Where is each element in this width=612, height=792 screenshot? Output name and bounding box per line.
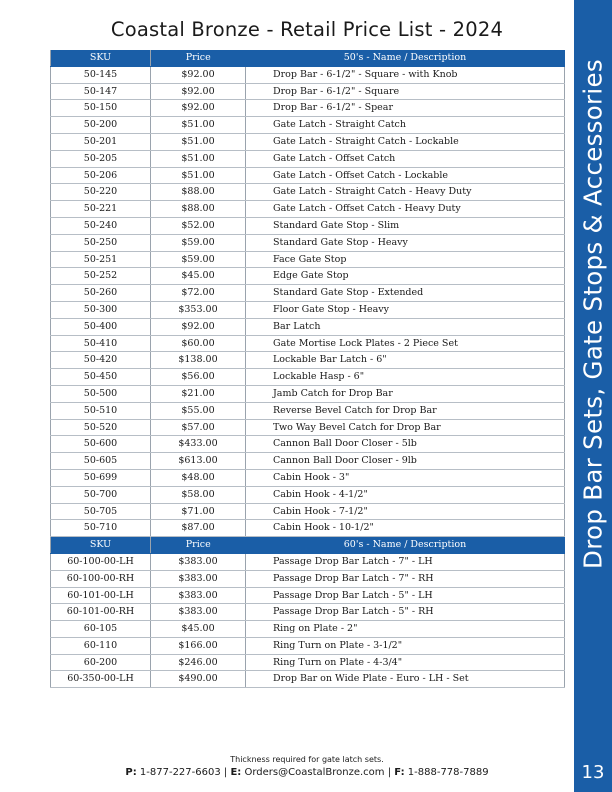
price-cell: $383.00	[151, 604, 246, 621]
table-row	[51, 301, 565, 318]
description-header: 50's - Name / Description	[246, 50, 565, 66]
table-row	[51, 251, 565, 268]
description-cell: Reverse Bevel Catch for Drop Bar	[246, 402, 565, 419]
price-cell: $92.00	[151, 66, 246, 83]
separator: |	[223, 767, 228, 778]
sidebar	[574, 0, 612, 792]
sku-header: SKU	[51, 50, 151, 66]
price-cell: $59.00	[151, 251, 246, 268]
table-row	[51, 553, 565, 570]
table-header-row	[51, 50, 565, 66]
sku-cell: 50-700	[51, 486, 151, 503]
table-row	[51, 402, 565, 419]
sku-cell: 50-520	[51, 419, 151, 436]
sku-header: SKU	[51, 537, 151, 554]
price-cell: $88.00	[151, 201, 246, 218]
sku-cell: 50-221	[51, 201, 151, 218]
price-cell: $51.00	[151, 150, 246, 167]
table-row	[51, 520, 565, 537]
separator: |	[387, 767, 392, 778]
table-row	[51, 436, 565, 453]
sku-cell: 60-105	[51, 621, 151, 638]
phone-number: 1-877-227-6603	[139, 767, 221, 778]
description-cell: Ring Turn on Plate - 4-3/4"	[246, 654, 565, 671]
price-cell: $45.00	[151, 621, 246, 638]
table-row	[51, 100, 565, 117]
table-row	[51, 604, 565, 621]
table-row	[51, 285, 565, 302]
sidebar-title: Drop Bar Sets, Gate Stops & Accessories	[578, 59, 608, 569]
page-number: 13	[581, 762, 605, 783]
sku-cell: 50-450	[51, 369, 151, 386]
sku-cell: 60-101-00-LH	[51, 587, 151, 604]
price-cell: $59.00	[151, 234, 246, 251]
price-cell: $383.00	[151, 587, 246, 604]
description-cell: Passage Drop Bar Latch - 7" - LH	[246, 553, 565, 570]
description-cell: Passage Drop Bar Latch - 5" - RH	[246, 604, 565, 621]
description-cell: Floor Gate Stop - Heavy	[246, 301, 565, 318]
price-cell: $433.00	[151, 436, 246, 453]
description-cell: Drop Bar on Wide Plate - Euro - LH - Set	[246, 671, 565, 688]
description-cell: Gate Latch - Offset Catch - Heavy Duty	[246, 201, 565, 218]
sku-cell: 50-250	[51, 234, 151, 251]
table-row	[51, 570, 565, 587]
table-row	[51, 671, 565, 688]
table-row	[51, 268, 565, 285]
price-cell: $51.00	[151, 117, 246, 134]
price-cell: $92.00	[151, 100, 246, 117]
price-cell: $353.00	[151, 301, 246, 318]
description-cell: Edge Gate Stop	[246, 268, 565, 285]
price-cell: $92.00	[151, 83, 246, 100]
description-cell: Drop Bar - 6-1/2" - Spear	[246, 100, 565, 117]
price-cell: $88.00	[151, 184, 246, 201]
price-table-body	[51, 50, 565, 688]
table-row	[51, 184, 565, 201]
description-cell: Passage Drop Bar Latch - 5" - LH	[246, 587, 565, 604]
table-row	[51, 133, 565, 150]
sku-cell: 50-145	[51, 66, 151, 83]
table-row	[51, 486, 565, 503]
table-row	[51, 453, 565, 470]
description-cell: Lockable Bar Latch - 6"	[246, 352, 565, 369]
price-cell: $45.00	[151, 268, 246, 285]
price-cell: $490.00	[151, 671, 246, 688]
sku-cell: 50-710	[51, 520, 151, 537]
sku-cell: 50-206	[51, 167, 151, 184]
description-cell: Face Gate Stop	[246, 251, 565, 268]
sku-cell: 50-300	[51, 301, 151, 318]
description-cell: Cabin Hook - 10-1/2"	[246, 520, 565, 537]
description-header: 60's - Name / Description	[246, 537, 565, 554]
description-cell: Bar Latch	[246, 318, 565, 335]
description-cell: Standard Gate Stop - Heavy	[246, 234, 565, 251]
table-row	[51, 637, 565, 654]
sku-cell: 60-350-00-LH	[51, 671, 151, 688]
table-row	[51, 66, 565, 83]
table-row	[51, 167, 565, 184]
description-cell: Gate Mortise Lock Plates - 2 Piece Set	[246, 335, 565, 352]
description-cell: Standard Gate Stop - Slim	[246, 217, 565, 234]
sku-cell: 50-500	[51, 385, 151, 402]
price-cell: $71.00	[151, 503, 246, 520]
table-row	[51, 503, 565, 520]
price-cell: $72.00	[151, 285, 246, 302]
price-cell: $52.00	[151, 217, 246, 234]
table-row	[51, 201, 565, 218]
table-row	[51, 83, 565, 100]
description-cell: Gate Latch - Offset Catch	[246, 150, 565, 167]
description-cell: Standard Gate Stop - Extended	[246, 285, 565, 302]
sku-cell: 60-100-00-LH	[51, 553, 151, 570]
price-header: Price	[151, 50, 246, 66]
description-cell: Gate Latch - Straight Catch	[246, 117, 565, 134]
sku-cell: 50-410	[51, 335, 151, 352]
table-header-row	[51, 537, 565, 554]
description-cell: Gate Latch - Offset Catch - Lockable	[246, 167, 565, 184]
table-row	[51, 335, 565, 352]
table-row	[51, 654, 565, 671]
email-label: E:	[230, 767, 242, 778]
sku-cell: 50-600	[51, 436, 151, 453]
sku-cell: 50-605	[51, 453, 151, 470]
price-cell: $21.00	[151, 385, 246, 402]
price-cell: $51.00	[151, 167, 246, 184]
description-cell: Drop Bar - 6-1/2" - Square	[246, 83, 565, 100]
table-row	[51, 385, 565, 402]
sku-cell: 60-110	[51, 637, 151, 654]
sku-cell: 50-201	[51, 133, 151, 150]
table-row	[51, 621, 565, 638]
price-cell: $87.00	[151, 520, 246, 537]
sku-cell: 50-400	[51, 318, 151, 335]
description-cell: Two Way Bevel Catch for Drop Bar	[246, 419, 565, 436]
price-cell: $383.00	[151, 553, 246, 570]
sku-cell: 60-100-00-RH	[51, 570, 151, 587]
table-row	[51, 234, 565, 251]
sku-cell: 50-147	[51, 83, 151, 100]
sku-cell: 50-510	[51, 402, 151, 419]
sku-cell: 60-200	[51, 654, 151, 671]
table-row	[51, 318, 565, 335]
description-cell: Jamb Catch for Drop Bar	[246, 385, 565, 402]
description-cell: Drop Bar - 6-1/2" - Square - with Knob	[246, 66, 565, 83]
sku-cell: 50-150	[51, 100, 151, 117]
sku-cell: 50-260	[51, 285, 151, 302]
price-cell: $51.00	[151, 133, 246, 150]
price-cell: $48.00	[151, 469, 246, 486]
fax-number: 1-888-778-7889	[407, 767, 489, 778]
table-row	[51, 150, 565, 167]
price-cell: $55.00	[151, 402, 246, 419]
table-row	[51, 369, 565, 386]
description-cell: Cabin Hook - 4-1/2"	[246, 486, 565, 503]
phone-label: P:	[125, 767, 137, 778]
description-cell: Cabin Hook - 7-1/2"	[246, 503, 565, 520]
email-address: Orders@CoastalBronze.com	[244, 767, 385, 778]
sku-cell: 50-251	[51, 251, 151, 268]
footer-note: Thickness required for gate latch sets.	[230, 755, 384, 764]
description-cell: Lockable Hasp - 6"	[246, 369, 565, 386]
price-cell: $138.00	[151, 352, 246, 369]
table-row	[51, 587, 565, 604]
fax-label: F:	[394, 767, 405, 778]
price-cell: $58.00	[151, 486, 246, 503]
sku-cell: 50-699	[51, 469, 151, 486]
description-cell: Cannon Ball Door Closer - 9lb	[246, 453, 565, 470]
price-cell: $56.00	[151, 369, 246, 386]
description-cell: Passage Drop Bar Latch - 7" - RH	[246, 570, 565, 587]
price-table	[50, 50, 565, 688]
price-cell: $92.00	[151, 318, 246, 335]
sku-cell: 50-705	[51, 503, 151, 520]
footer-contact	[50, 767, 564, 778]
sku-cell: 60-101-00-RH	[51, 604, 151, 621]
sku-cell: 50-240	[51, 217, 151, 234]
price-cell: $383.00	[151, 570, 246, 587]
price-cell: $246.00	[151, 654, 246, 671]
price-cell: $57.00	[151, 419, 246, 436]
price-cell: $613.00	[151, 453, 246, 470]
page-title: Coastal Bronze - Retail Price List - 2024	[110, 18, 504, 41]
description-cell: Ring on Plate - 2"	[246, 621, 565, 638]
table-row	[51, 419, 565, 436]
sku-cell: 50-205	[51, 150, 151, 167]
price-header: Price	[151, 537, 246, 554]
sku-cell: 50-220	[51, 184, 151, 201]
sku-cell: 50-200	[51, 117, 151, 134]
description-cell: Cannon Ball Door Closer - 5lb	[246, 436, 565, 453]
price-cell: $166.00	[151, 637, 246, 654]
table-row	[51, 469, 565, 486]
sku-cell: 50-252	[51, 268, 151, 285]
description-cell: Gate Latch - Straight Catch - Heavy Duty	[246, 184, 565, 201]
table-row	[51, 352, 565, 369]
price-cell: $60.00	[151, 335, 246, 352]
description-cell: Ring Turn on Plate - 3-1/2"	[246, 637, 565, 654]
description-cell: Gate Latch - Straight Catch - Lockable	[246, 133, 565, 150]
sku-cell: 50-420	[51, 352, 151, 369]
description-cell: Cabin Hook - 3"	[246, 469, 565, 486]
table-row	[51, 117, 565, 134]
table-row	[51, 217, 565, 234]
